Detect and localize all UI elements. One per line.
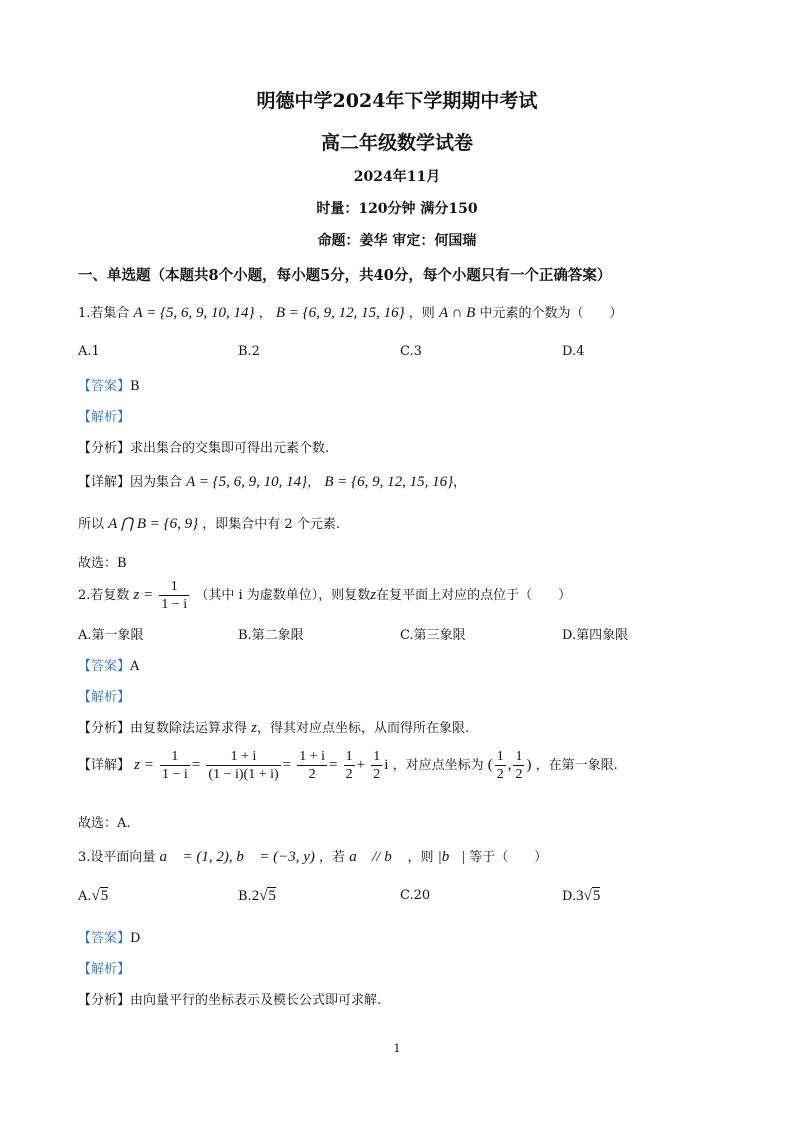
frac-den: 2	[373, 767, 381, 782]
xiangjie-frac-3	[297, 748, 327, 783]
question-1	[78, 302, 623, 322]
xiangjie-comma: ，	[307, 475, 321, 490]
radicand: 5	[592, 888, 601, 904]
frac-num: 1 + i	[206, 748, 280, 766]
frac-den: 2	[496, 767, 504, 782]
q1-option-c: C.3	[400, 344, 422, 359]
school-exam-title: 明德中学2024年下学期期中考试	[256, 90, 538, 112]
q3-jiexi: 【解析】	[78, 962, 131, 977]
q2-suffix: 在复平面上对应的点位于（ ）	[376, 588, 572, 603]
answer-tag: 【答案】	[78, 931, 131, 946]
q3-answer	[78, 927, 140, 946]
section-title: 一、单选题（本题共8个小题，每小题5分，共40分，每个小题只有一个正确答案）	[78, 267, 612, 284]
q1-answer	[78, 375, 140, 394]
authors: 命题：姜华 审定：何国瑞	[317, 233, 477, 249]
xiangjie-set-b: B = {6, 9, 12, 15, 16}	[324, 474, 454, 490]
fenxi-tag: 【分析】	[78, 721, 131, 736]
q3-mid: ，若	[319, 850, 346, 865]
time-and-score: 时量：120分钟 满分150	[316, 201, 478, 217]
opt-label: A.	[78, 889, 92, 904]
fenxi-text: 求出集合的交集即可得出元素个数.	[130, 441, 330, 456]
frac-num: 1	[515, 749, 523, 764]
q1-set-b: B = {6, 9, 12, 15, 16}	[275, 305, 405, 321]
q1-final: 故选：B	[78, 556, 127, 571]
sqrt-icon: √5	[583, 888, 601, 904]
q2-option-d: D.第四象限	[562, 628, 629, 643]
answer-value: D	[130, 931, 141, 946]
coord-frac-x	[495, 748, 506, 783]
frac-den: 1 − i	[162, 767, 188, 782]
fenxi-pre: 由复数除法运算求得	[130, 721, 248, 736]
exam-date: 2024年11月	[353, 169, 441, 185]
xiangjie-frac-5	[371, 748, 382, 783]
q1-intersection: A ∩ B	[438, 305, 476, 321]
coord-frac-y	[513, 748, 524, 783]
q1-option-b: B.2	[238, 344, 260, 359]
q3-option-b	[238, 888, 276, 905]
q1-option-d: D.4	[562, 344, 585, 359]
radicand: 5	[100, 888, 109, 904]
q1-mid: ，则	[408, 306, 435, 321]
q3-mid2: ，则	[407, 850, 434, 865]
xiangjie-tag: 【详解】	[78, 475, 131, 490]
frac-den: 2	[345, 767, 353, 782]
q2-prefix: 2.若复数	[78, 588, 130, 603]
so-post: ，即集合中有 2 个元素.	[202, 517, 340, 532]
q2-z: z	[370, 587, 377, 603]
q2-option-a: A.第一象限	[78, 628, 144, 643]
xiangjie-end: ，	[453, 475, 467, 490]
q2-fenxi	[78, 717, 469, 737]
q3-fenxi	[78, 989, 381, 1008]
q1-conclusion	[78, 513, 340, 533]
q3-option-c: C.20	[400, 888, 431, 903]
answer-tag: 【答案】	[78, 379, 131, 394]
fenxi-text: 由向量平行的坐标表示及模长公式即可求解.	[130, 993, 382, 1008]
so-expr: A ⋂ B = {6, 9}	[108, 516, 199, 532]
coef: 3	[576, 888, 584, 904]
q1-suffix: 中元素的个数为（ ）	[479, 306, 623, 321]
opt-label: D.	[562, 889, 577, 904]
q3-option-d	[562, 888, 600, 905]
xiangjie-tag: 【详解】	[78, 758, 131, 773]
xiangjie-z-eq: z =	[134, 757, 154, 773]
frac-num: 1	[159, 578, 189, 596]
coef: 2	[251, 888, 260, 904]
frac-den: 2	[515, 767, 523, 782]
frac-den: (1 − i)(1 + i)	[208, 767, 279, 782]
q1-set-a: A = {5, 6, 9, 10, 14}	[133, 305, 255, 321]
paper-title: 高二年级数学试卷	[320, 132, 473, 154]
q2-option-b: B.第二象限	[238, 628, 304, 643]
q2-final: 故选：A.	[78, 816, 131, 831]
q1-prefix: 1.若集合	[78, 306, 130, 321]
so-pre: 所以	[78, 517, 105, 532]
q2-jiexi: 【解析】	[78, 690, 131, 705]
frac-num: 1 + i	[299, 749, 326, 764]
xiangjie-frac-1	[160, 748, 190, 783]
q1-comma: ，	[258, 306, 272, 321]
q2-mid: （其中 i 为虚数单位），则复数	[195, 588, 371, 603]
q3-prefix: 3.设平面向量	[78, 850, 156, 865]
question-2	[78, 578, 571, 613]
q3-option-a	[78, 888, 108, 905]
radicand: 5	[268, 888, 276, 904]
frac-num: 1	[160, 748, 190, 766]
q1-fenxi	[78, 437, 329, 456]
frac-num: 1	[373, 749, 381, 764]
q3-vectors: a⃗ = (1, 2), b⃗ = (−3, y)	[159, 849, 315, 865]
q3-suffix: 等于（ ）	[469, 850, 548, 865]
q1-option-a: A.1	[78, 344, 100, 359]
answer-value: A	[130, 659, 140, 674]
xiangjie-pre: 因为集合	[130, 475, 183, 490]
frac-num: 1	[496, 749, 504, 764]
fenxi-post: ，得其对应点坐标，从而得所在象限.	[257, 721, 470, 736]
xiangjie-frac-4	[344, 748, 355, 783]
question-3	[78, 846, 547, 866]
answer-tag: 【答案】	[78, 659, 131, 674]
q2-z-eq: z =	[133, 587, 154, 603]
q3-norm: |b⃗|	[437, 849, 466, 865]
frac-den: 2	[308, 767, 316, 782]
imag-unit: i	[384, 757, 389, 773]
frac-den: 1 − i	[161, 597, 188, 612]
sqrt-icon: √5	[91, 888, 109, 904]
q2-xiangjie: 【详解】 z = $\frac{1}{1 - i}$ = $\frac{1 + i}{(1 - i)(1 + i)}$ = $\frac{1 + i}{2}$ = $\frac{1}{2}$ + $\frac{1}{2}$ i ，对应点坐标为 ( $\frac{1}{2}$ , $\frac{1}{2}$ ) ，在第一象限.	[78, 749, 618, 782]
q1-jiexi: 【解析】	[78, 410, 131, 425]
sqrt-icon: √5	[259, 888, 276, 904]
fenxi-tag: 【分析】	[78, 441, 131, 456]
q2-option-c: C.第三象限	[400, 628, 466, 643]
opt-label: B.	[238, 889, 252, 904]
coord-pre: ，对应点坐标为	[392, 758, 484, 773]
xiangjie-frac-2	[206, 748, 280, 783]
fenxi-z: z	[251, 720, 258, 736]
q1-xiangjie	[78, 471, 466, 491]
page-number: 1	[393, 1042, 401, 1055]
q3-parallel: a⃗ // b⃗	[349, 849, 404, 865]
answer-value: B	[130, 379, 140, 394]
frac-num: 1	[345, 749, 353, 764]
q2-answer	[78, 655, 139, 674]
xiangjie-set-a: A = {5, 6, 9, 10, 14}	[186, 474, 308, 490]
fenxi-tag: 【分析】	[78, 993, 131, 1008]
q2-fraction	[159, 578, 189, 613]
coord-post: ，在第一象限.	[535, 758, 618, 773]
